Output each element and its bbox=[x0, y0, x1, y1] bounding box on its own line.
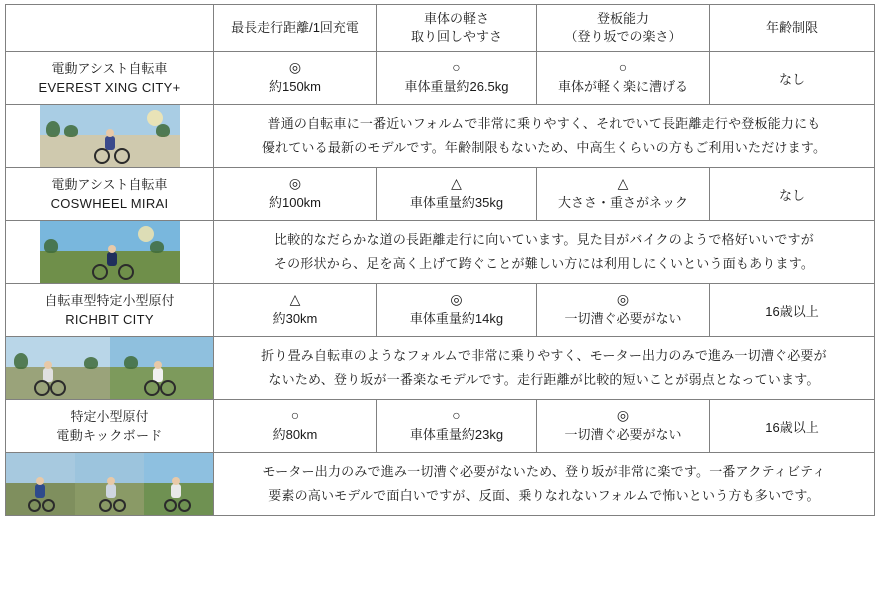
description-line-2: 優れている最新のモデルです。年齢制限もないため、中高生くらいの方もご利用いただけます。 bbox=[261, 140, 827, 155]
table-row bbox=[6, 400, 875, 453]
ebike-comparison-table bbox=[5, 4, 875, 516]
lightness-rating-mark: ◎ bbox=[450, 291, 463, 308]
header-cell-age bbox=[710, 5, 875, 52]
climbing-rating-mark: ○ bbox=[618, 59, 628, 76]
table-row bbox=[6, 168, 875, 221]
product-photo bbox=[144, 453, 213, 515]
table-row bbox=[6, 52, 875, 105]
climbing-rating-mark: △ bbox=[617, 175, 629, 192]
product-photo bbox=[40, 221, 180, 283]
product-name-cell bbox=[6, 400, 214, 453]
climbing-value: 一切漕ぐ必要がない bbox=[564, 426, 682, 442]
distance-value: 約80km bbox=[272, 426, 318, 442]
description-cell bbox=[214, 105, 875, 168]
product-photo-cell bbox=[6, 105, 214, 168]
header-cell-blank bbox=[6, 5, 214, 52]
age-limit-cell: 16歳以上 bbox=[710, 400, 875, 453]
header-climbing-label-1: 登板能力 bbox=[596, 11, 649, 27]
product-photo-cell bbox=[6, 337, 214, 400]
product-photo bbox=[110, 337, 214, 399]
climbing-cell bbox=[537, 400, 710, 453]
product-photo bbox=[75, 453, 144, 515]
product-photo bbox=[6, 337, 110, 399]
description-cell bbox=[214, 221, 875, 284]
product-model-label: COSWHEEL MIRAI bbox=[50, 196, 169, 211]
product-category-label: 自転車型特定小型原付 bbox=[44, 292, 175, 308]
distance-cell bbox=[214, 400, 377, 453]
header-lightness-label-2: 取り回しやすさ bbox=[410, 29, 502, 44]
table-photo-description-row bbox=[6, 105, 875, 168]
distance-cell bbox=[214, 168, 377, 221]
climbing-rating-mark: ◎ bbox=[616, 407, 630, 424]
lightness-value: 車体重量約35kg bbox=[409, 194, 504, 210]
description-line-1: モーター出力のみで進み一切漕ぐ必要がないため、登り坂が非常に楽です。一番アクティビティ bbox=[262, 463, 826, 479]
distance-cell bbox=[214, 284, 377, 337]
distance-value: 約100km bbox=[268, 194, 322, 210]
header-cell-climbing bbox=[537, 5, 710, 52]
distance-rating-mark: △ bbox=[289, 291, 301, 308]
description-line-2: ないため、登り坂が一番楽なモデルです。走行距離が比較的短いことが弱点となっています。 bbox=[268, 372, 820, 387]
product-category-label: 電動アシスト自転車 bbox=[51, 60, 168, 76]
header-climbing-label-2: （登り坂での楽さ） bbox=[564, 29, 682, 44]
table-photo-description-row bbox=[6, 221, 875, 284]
photo-strip bbox=[6, 105, 213, 167]
climbing-value: 一切漕ぐ必要がない bbox=[564, 310, 682, 326]
product-model-label: EVEREST XING CITY+ bbox=[38, 80, 181, 95]
climbing-cell bbox=[537, 52, 710, 105]
photo-strip bbox=[6, 337, 213, 399]
photo-strip bbox=[6, 453, 213, 515]
lightness-cell bbox=[377, 168, 537, 221]
header-cell-lightness bbox=[377, 5, 537, 52]
header-age-label: 年齢制限 bbox=[765, 20, 818, 36]
product-photo-cell bbox=[6, 221, 214, 284]
product-name-cell bbox=[6, 52, 214, 105]
header-lightness-label-1: 車体の軽さ bbox=[423, 11, 489, 27]
product-category-label: 特定小型原付 bbox=[70, 408, 149, 424]
description-cell bbox=[214, 453, 875, 516]
lightness-rating-mark: ○ bbox=[452, 59, 461, 76]
age-limit-cell: 16歳以上 bbox=[710, 284, 875, 337]
product-name-cell bbox=[6, 168, 214, 221]
climbing-value: 車体が軽く楽に漕げる bbox=[557, 78, 688, 94]
lightness-value: 車体重量約23kg bbox=[409, 426, 504, 442]
table-row bbox=[6, 284, 875, 337]
climbing-value: 大ささ・重さがネック bbox=[557, 194, 688, 210]
age-limit-cell: なし bbox=[710, 52, 875, 105]
description-line-2: 要素の高いモデルで面白いですが、反面、乗りなれないフォルムで怖いという方も多いです。 bbox=[268, 488, 820, 503]
age-limit-cell: なし bbox=[710, 168, 875, 221]
product-model-label: 電動キックボード bbox=[56, 428, 163, 443]
description-line-1: 折り畳み自転車のようなフォルムで非常に乗りやすく、モーター出力のみで進み一切漕ぐ必要が bbox=[261, 347, 827, 363]
header-distance-label: 最長走行距離/1回充電 bbox=[231, 20, 359, 36]
description-line-1: 比較的なだらかな道の長距離走行に向いています。見た目がバイクのようで格好いいですが bbox=[274, 231, 814, 247]
distance-rating-mark: ○ bbox=[290, 407, 300, 424]
photo-strip bbox=[6, 221, 213, 283]
distance-value: 約30km bbox=[272, 310, 318, 326]
header-cell-distance bbox=[214, 5, 377, 52]
product-category-label: 電動アシスト自転車 bbox=[51, 176, 168, 192]
lightness-value: 車体重量約26.5kg bbox=[404, 78, 509, 94]
lightness-cell bbox=[377, 52, 537, 105]
distance-rating-mark: ◎ bbox=[288, 175, 302, 192]
distance-cell bbox=[214, 52, 377, 105]
distance-value: 約150km bbox=[268, 78, 322, 94]
climbing-cell bbox=[537, 168, 710, 221]
product-name-cell bbox=[6, 284, 214, 337]
lightness-rating-mark: △ bbox=[451, 175, 462, 192]
description-cell bbox=[214, 337, 875, 400]
lightness-cell bbox=[377, 284, 537, 337]
description-line-2: その形状から、足を高く上げて跨ぐことが難しい方には利用しにくいという面もあります。 bbox=[273, 256, 815, 271]
lightness-cell bbox=[377, 400, 537, 453]
lightness-rating-mark: ○ bbox=[452, 407, 461, 424]
table-photo-description-row bbox=[6, 337, 875, 400]
product-photo-cell bbox=[6, 453, 214, 516]
description-line-1: 普通の自転車に一番近いフォルムで非常に乗りやすく、それでいて長距離走行や登板能力にも bbox=[267, 115, 821, 131]
climbing-cell bbox=[537, 284, 710, 337]
table-header-row bbox=[6, 5, 875, 52]
product-model-label: RICHBIT CITY bbox=[65, 312, 154, 327]
product-photo bbox=[40, 105, 180, 167]
lightness-value: 車体重量約14kg bbox=[409, 310, 504, 326]
table-photo-description-row bbox=[6, 453, 875, 516]
climbing-rating-mark: ◎ bbox=[616, 291, 630, 308]
product-photo bbox=[6, 453, 75, 515]
distance-rating-mark: ◎ bbox=[288, 59, 302, 76]
